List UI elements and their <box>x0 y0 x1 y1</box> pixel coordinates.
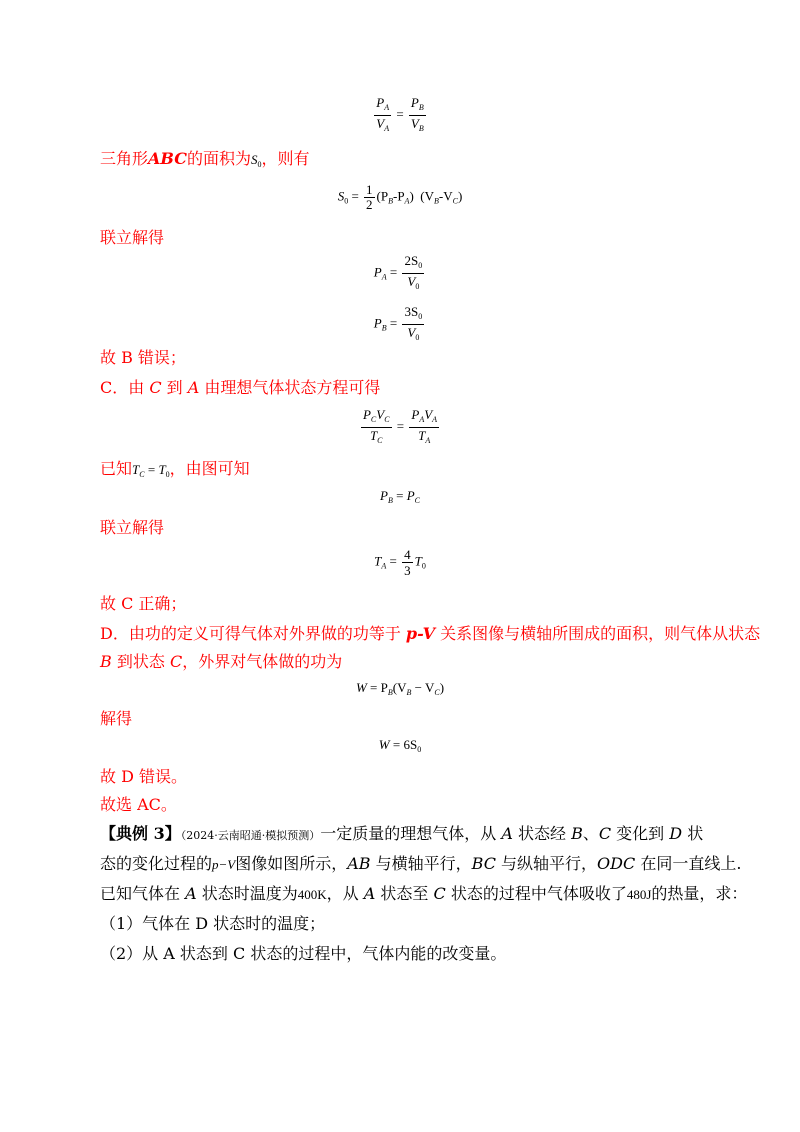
b-wrong-line: 故 B 错误； <box>100 348 186 367</box>
known-line: 已知$T_C = T_0$，由图可知 <box>100 459 250 479</box>
c-right-line: 故 C 正确； <box>100 594 187 613</box>
d-option-line-1: D．由功的定义可得气体对外界做的功等于 p-V 关系图像与横轴所围成的面积，则气体从状态 <box>100 624 761 643</box>
c-option-line: C．由 C 到 A 由理想气体状态方程可得 <box>100 378 381 397</box>
equation-state: $\frac{P_CV_C}{T_C}$ = $\frac{P_AV_A}{T_A}$ <box>362 407 438 445</box>
solve-line-2: 联立解得 <box>100 518 165 537</box>
question-1: （1）气体在 D 状态时的温度； <box>100 914 326 933</box>
equation-s0: $S_0$ = $\frac{1}{2}$ $(P_B-P_A)$ $(V_B-V_C)$ <box>337 182 463 212</box>
equation-ta: $T_A$ = $\frac{4}{3}$ $T_0$ <box>374 547 426 578</box>
equation-pb-pc: $P_B = P_C$ <box>380 488 420 505</box>
example-label: 【典例 3】 <box>100 824 181 843</box>
question-2: （2）从 A 状态到 C 状态的过程中，气体内能的改变量。 <box>100 944 507 963</box>
answer-line: 故选 AC。 <box>100 795 177 814</box>
solve-line-1: 联立解得 <box>100 228 165 247</box>
example-line-3: 已知气体在 A 状态时温度为400K，从 A 状态至 C 状态的过程中气体吸收了480J的热量，求： <box>100 884 748 903</box>
d-wrong-line: 故 D 错误。 <box>100 767 188 786</box>
equation-w-result: $W = 6S_0$ <box>378 737 422 754</box>
equation-pb: $P_B$ = $\frac{3S_0}{V_0}$ <box>373 304 423 342</box>
example-line-2: 态的变化过程的p−V图像如图所示，AB 与横轴平行，BC 与纵轴平行，ODC 在同一直线上. <box>100 854 742 873</box>
solve-line-3: 解得 <box>100 709 133 728</box>
equation-pa: $P_A$ = $\frac{2S_0}{V_0}$ <box>373 253 423 291</box>
equation-work: $W = P_B(V_B - V_C)$ <box>355 680 445 697</box>
example-line-1: 【典例 3】（2024·云南昭通·模拟预测）一定质量的理想气体，从 A 状态经 B、C 变化到 D 状 <box>100 824 704 843</box>
d-option-line-2: B 到状态 C，外界对气体做的功为 <box>100 652 343 671</box>
triangle-area-line: 三角形ABC的面积为$S_0$，则有 <box>100 149 310 169</box>
equation-pa-va: $\frac{P_A}{V_A}$ = $\frac{P_B}{V_B}$ <box>376 95 424 133</box>
